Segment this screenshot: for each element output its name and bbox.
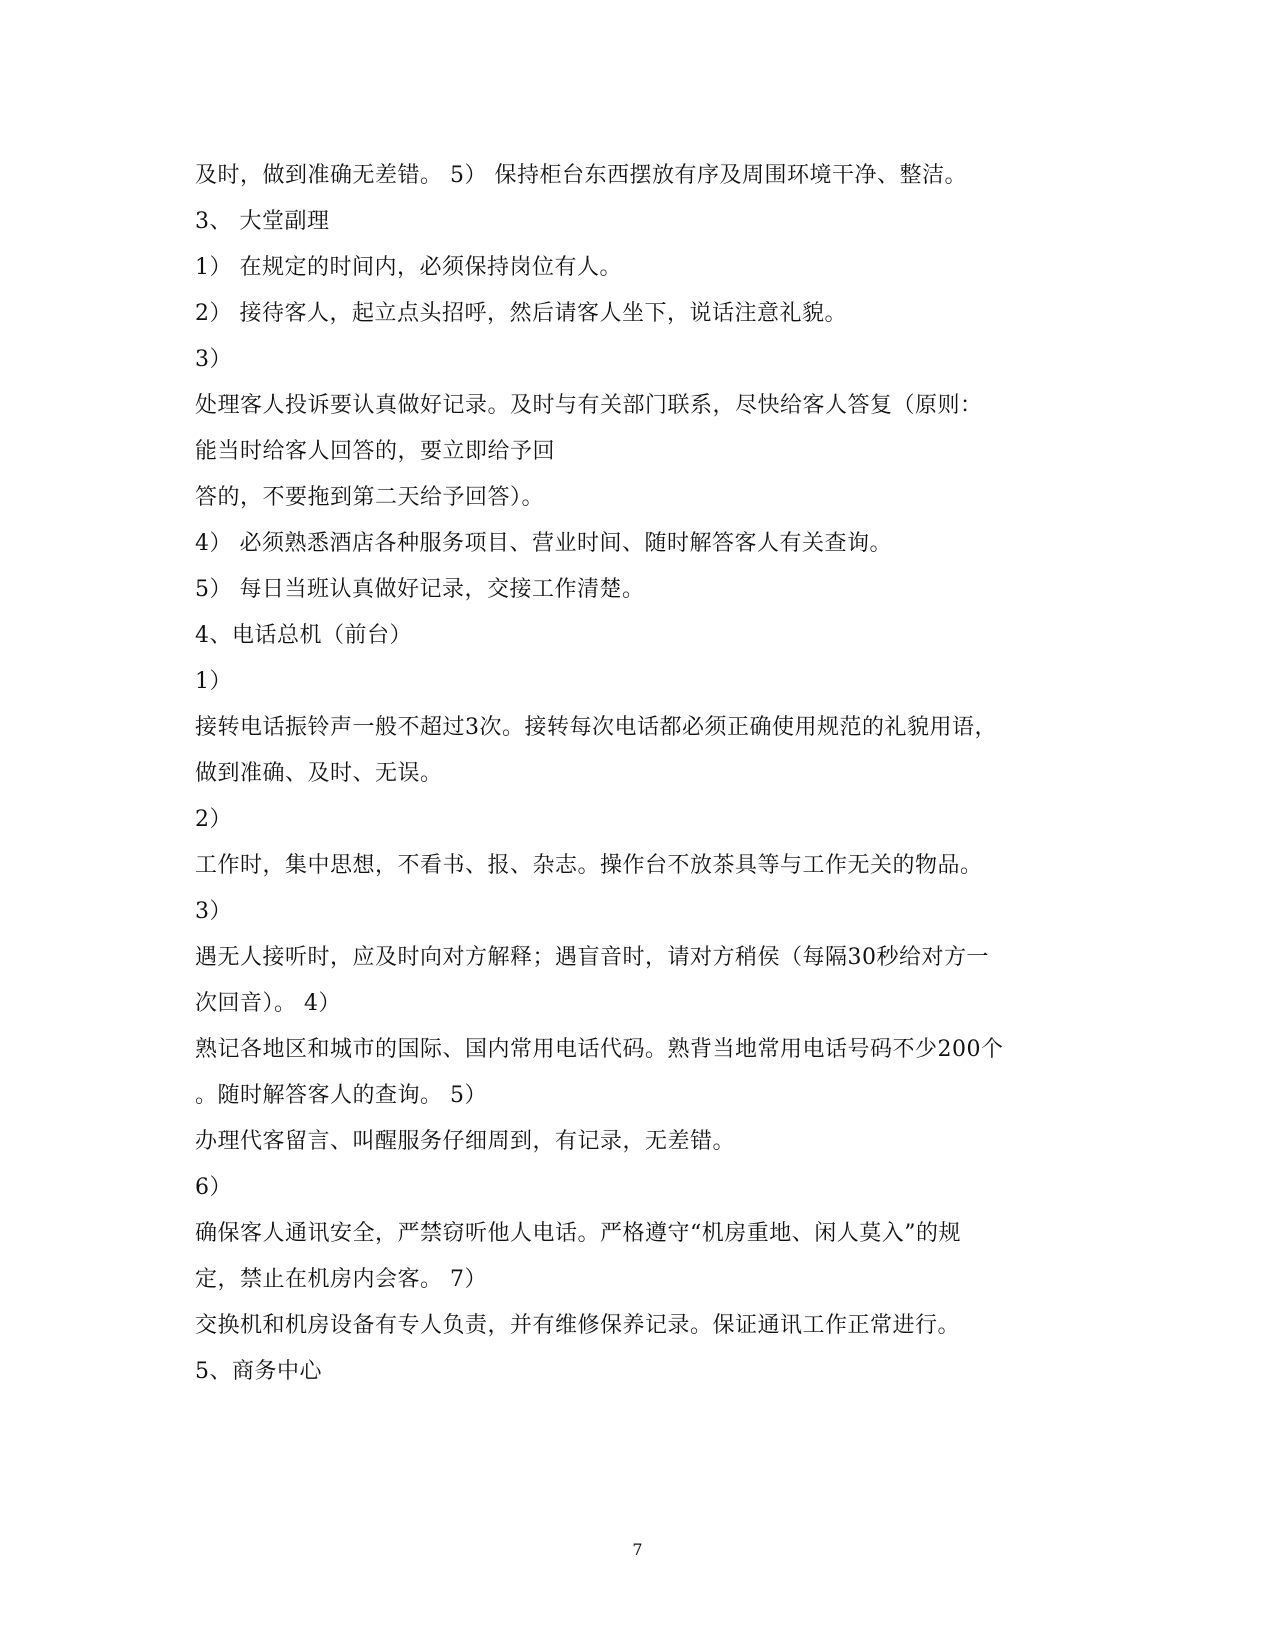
text-line: 确保客人通讯安全，严禁窃听他人电话。严格遵守“机房重地、闲人莫入”的规 xyxy=(195,1221,961,1246)
text-line: 5） 每日当班认真做好记录，交接工作清楚。 xyxy=(195,577,645,602)
list-number: 6） xyxy=(195,1175,232,1200)
text-line: 能当时给客人回答的，要立即给予回 xyxy=(195,439,556,464)
section-heading: 3、 大堂副理 xyxy=(195,209,330,234)
section-heading: 4、电话总机（前台） xyxy=(195,623,412,648)
page-number: 7 xyxy=(632,1540,643,1559)
list-number: 3） xyxy=(195,899,232,924)
list-number: 2） xyxy=(195,807,232,832)
text-line: 工作时，集中思想，不看书、报、杂志。操作台不放茶具等与工作无关的物品。 xyxy=(195,853,983,878)
section-heading: 5、商务中心 xyxy=(195,1359,322,1384)
text-line: 4） 必须熟悉酒店各种服务项目、营业时间、随时解答客人有关查询。 xyxy=(195,531,892,556)
text-line: 处理客人投诉要认真做好记录。及时与有关部门联系，尽快给客人答复（原则： xyxy=(195,393,983,418)
text-line: 及时，做到准确无差错。 5） 保持柜台东西摆放有序及周围环境干净、整洁。 xyxy=(195,163,967,188)
text-line: 次回音）。 4） xyxy=(195,991,341,1016)
list-number: 1） xyxy=(195,669,232,694)
text-line: 。随时解答客人的查询。 5） xyxy=(195,1083,487,1108)
text-line: 1） 在规定的时间内，必须保持岗位有人。 xyxy=(195,255,622,280)
text-line: 办理代客留言、叫醒服务仔细周到，有记录，无差错。 xyxy=(195,1129,736,1154)
text-line: 做到准确、及时、无误。 xyxy=(195,761,443,786)
list-number: 3） xyxy=(195,347,232,372)
text-line: 2） 接待客人，起立点头招呼，然后请客人坐下，说话注意礼貌。 xyxy=(195,301,847,326)
text-line: 接转电话振铃声一般不超过3次。接转每次电话都必须正确使用规范的礼貌用语， xyxy=(195,715,997,740)
text-line: 熟记各地区和城市的国际、国内常用电话代码。熟背当地常用电话号码不少200个 xyxy=(195,1037,1004,1062)
text-line: 答的，不要拖到第二天给予回答）。 xyxy=(195,485,545,510)
text-line: 遇无人接听时，应及时向对方解释；遇盲音时，请对方稍侯（每隔30秒给对方一 xyxy=(195,945,989,970)
text-line: 定，禁止在机房内会客。 7） xyxy=(195,1267,487,1292)
text-line: 交换机和机房设备有专人负责，并有维修保养记录。保证通讯工作正常进行。 xyxy=(195,1313,961,1338)
